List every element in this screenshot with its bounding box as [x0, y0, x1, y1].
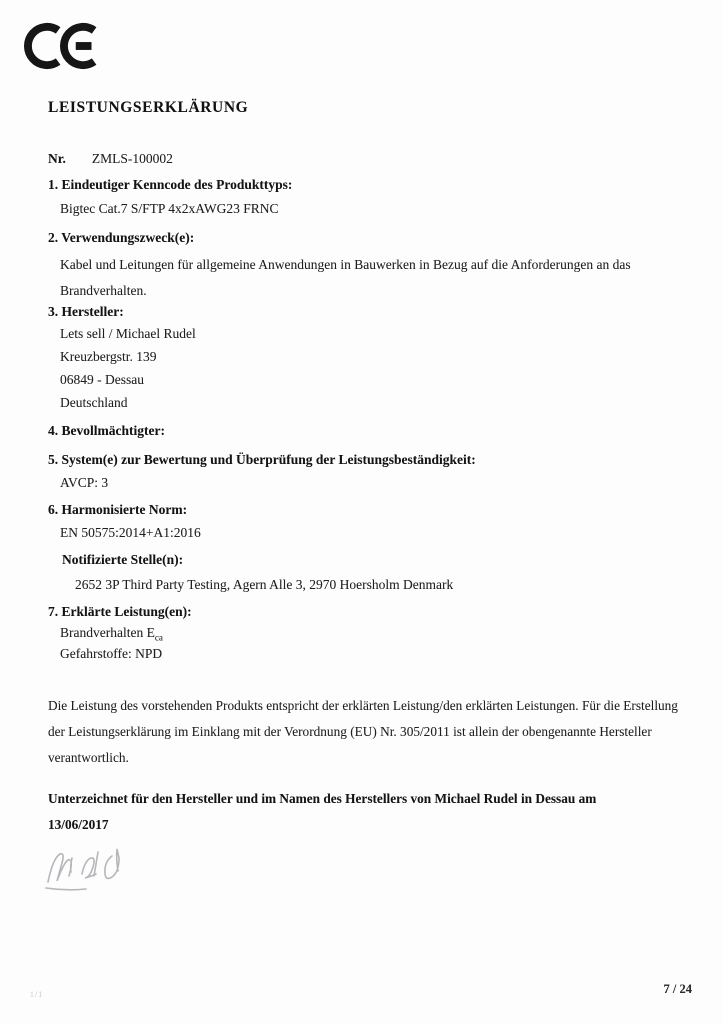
manufacturer-city: 06849 - Dessau	[60, 372, 144, 387]
notified-body-value: 2652 3P Third Party Testing, Agern Alle 3, 2970 Hoersholm Denmark	[75, 577, 454, 592]
intended-use-text: Kabel und Leitungen für allgemeine Anwendungen in Bauwerken in Bezug auf die Anforderungen an das Brandverhalten.	[60, 257, 631, 298]
manufacturer-country: Deutschland	[60, 395, 128, 410]
footer-page-mark: 1/1	[30, 990, 44, 999]
avcp-value: AVCP: 3	[60, 475, 109, 490]
product-code-value: Bigtec Cat.7 S/FTP 4x2xAWG23 FRNC	[60, 201, 279, 216]
harmonised-norm-value: EN 50575:2014+A1:2016	[60, 525, 201, 540]
fire-behaviour-subscript: ca	[154, 632, 163, 643]
declaration-paragraph: Die Leistung des vorstehenden Produkts entspricht der erklärten Leistung/den erklärten Leistungen. Für die Erstellung der Leistungserklärung im Einklang mit der Verordnung (EU) Nr. 305/2011 ist allein der obengenannte Hersteller verantwortlich.	[48, 698, 678, 765]
document-number-row	[48, 150, 173, 168]
notified-body-heading: Notifizierte Stelle(n):	[62, 552, 184, 567]
ce-mark-logo	[24, 18, 102, 74]
document-number-label: Nr.	[48, 151, 66, 166]
section-1-heading: 1. Eindeutiger Kenncode des Produkttyps:	[48, 177, 293, 192]
fire-behaviour-line	[60, 625, 163, 643]
signature-image	[40, 836, 170, 898]
fire-behaviour-text: Brandverhalten E	[60, 625, 155, 640]
hazardous-substances-line: Gefahrstoffe: NPD	[60, 646, 163, 661]
page-title: LEISTUNGSERKLÄRUNG	[48, 99, 249, 116]
manufacturer-name: Lets sell / Michael Rudel	[60, 326, 196, 341]
section-2-heading: 2. Verwendungszweck(e):	[48, 230, 195, 245]
signed-statement: Unterzeichnet für den Hersteller und im Namen des Herstellers von Michael Rudel in Dessau am	[48, 791, 597, 806]
footer-page-number: 7 / 24	[663, 982, 692, 996]
manufacturer-street: Kreuzbergstr. 139	[60, 349, 157, 364]
document-number-value: ZMLS-100002	[91, 151, 173, 166]
section-4-heading: 4. Bevollmächtigter:	[48, 423, 165, 438]
signed-date: 13/06/2017	[48, 817, 109, 832]
section-5-heading: 5. System(e) zur Bewertung und Überprüfung der Leistungsbeständigkeit:	[48, 452, 476, 467]
section-6-heading: 6. Harmonisierte Norm:	[48, 502, 188, 517]
section-7-heading: 7. Erklärte Leistung(en):	[48, 604, 192, 619]
section-3-heading: 3. Hersteller:	[48, 304, 124, 319]
